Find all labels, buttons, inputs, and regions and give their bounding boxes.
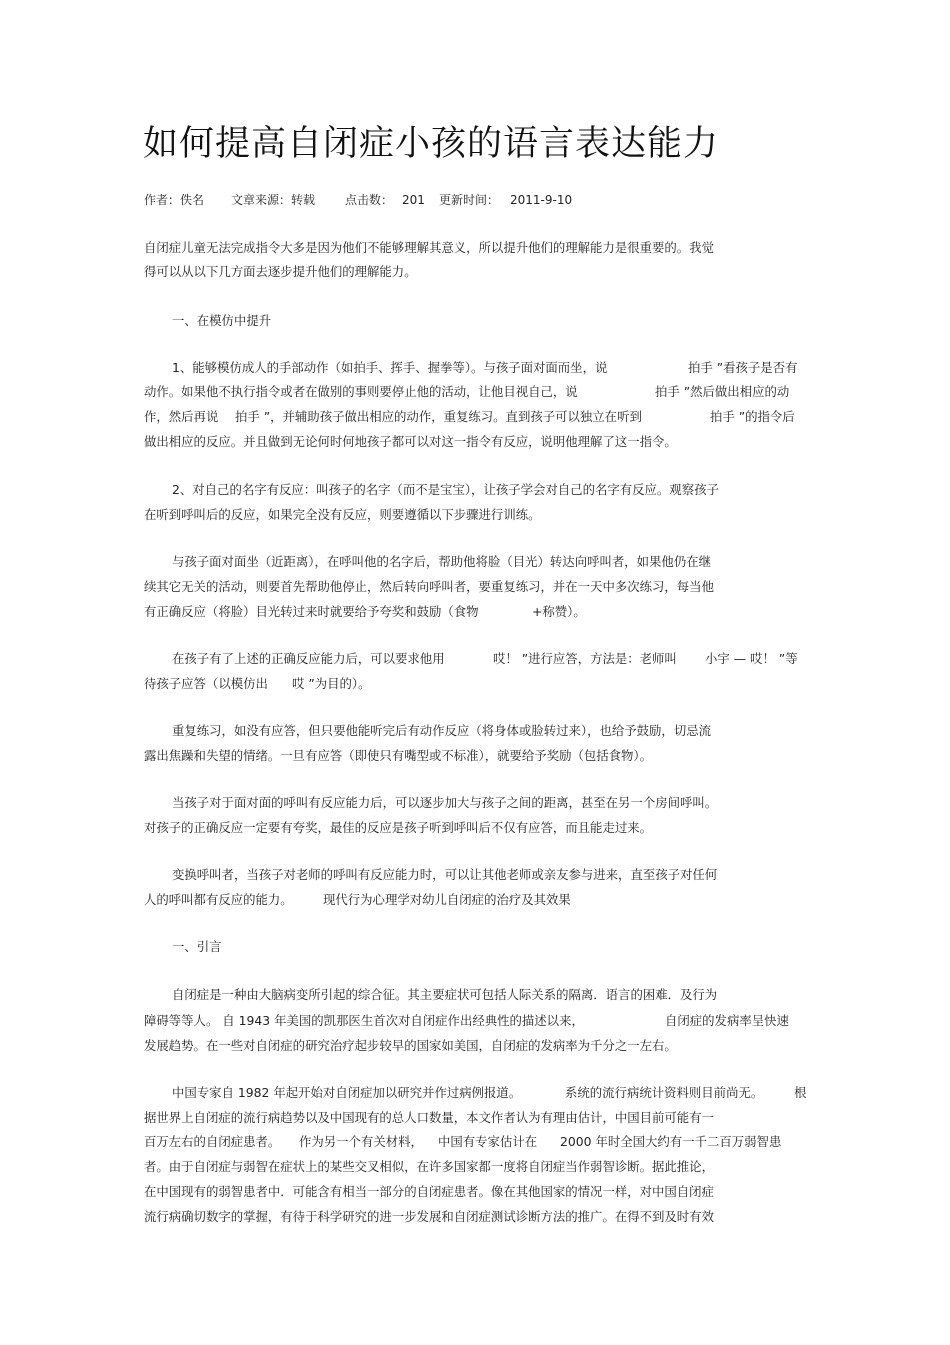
body-line: 作，然后再说 <box>144 409 219 424</box>
body-line: 在听到呼叫后的反应，如果完全没有反应，则要遵循以下步骤进行训练。 <box>144 507 541 522</box>
body-line: 自闭症的发病率呈快速 <box>665 1013 789 1028</box>
body-line: 人的呼叫都有反应的能力。 <box>144 892 293 907</box>
body-line: 2000 年时全国大约有一千二百万弱智患 <box>560 1134 782 1149</box>
body-line: 小宇 — 哎！ ”等 <box>705 651 798 666</box>
body-line: 2、对自己的名字有反应：叫孩子的名字（而不是宝宝），让孩子学会对自己的名字有反应。观察孩子 <box>172 482 719 497</box>
body-line: 拍手 ”看孩子是否有 <box>688 360 798 375</box>
body-line: 做出相应的反应。并且做到无论何时何地孩子都可以对这一指令有反应，说明他理解了这一指令。 <box>144 434 677 449</box>
section-heading: 一、引言 <box>172 939 222 954</box>
body-line: 拍手 ”的指令后 <box>710 409 795 424</box>
body-line: 拍手 ”，并辅助孩子做出相应的动作，重复练习。直到孩子可以独立在听到 <box>235 409 642 424</box>
body-line: 自闭症儿童无法完成指令大多是因为他们不能够理解其意义，所以提升他们的理解能力是很重要的。我觉 <box>144 240 714 255</box>
body-line: 续其它无关的活动，则要首先帮助他停止，然后转向呼叫者，要重复练习，并在一天中多次练习，每当他 <box>144 579 714 594</box>
body-line: 者。由于自闭症与弱智在症状上的某些交叉相似，在许多国家都一度将自闭症当作弱智诊断。据此推论， <box>144 1159 714 1174</box>
body-line: 障碍等等人。 自 1943 年美国的凯那医生首次对自闭症作出经典性的描述以来， <box>144 1013 584 1028</box>
body-line: 作为另一个有关材料， <box>299 1134 423 1149</box>
article-meta <box>0 191 950 209</box>
body-line: 重复练习，如没有应答，但只要他能听完后有动作反应（将身体或脸转过来），也给予鼓励，切忌流 <box>172 723 711 738</box>
body-line: 对孩子的正确反应一定要有夸奖，最佳的反应是孩子听到呼叫后不仅有应答，而且能走过来。 <box>144 820 653 835</box>
body-line: 哎 ”为目的）。 <box>292 676 371 691</box>
body-line: +称赞）。 <box>532 604 586 619</box>
meta-source: 文章来源：转载 <box>231 193 316 207</box>
body-line: 据世界上自闭症的流行病趋势以及中国现有的总人口数量，本文作者认为有理由估计，中国目前可能有一 <box>144 1110 714 1125</box>
meta-clicks-value: 201 <box>402 193 425 207</box>
meta-updated-value: 2011-9-10 <box>510 193 573 207</box>
body-line: 变换呼叫者，当孩子对老师的呼叫有反应能力时，可以让其他老师或亲友参与进来，直至孩子对任何 <box>172 867 718 882</box>
body-line: 在孩子有了上述的正确反应能力后，可以要求他用 <box>172 651 445 666</box>
body-line: 有正确反应（将脸）目光转过来时就要给予夸奖和鼓励（食物 <box>144 604 479 619</box>
body-line: 拍手 ”然后做出相应的动 <box>655 384 790 399</box>
body-line: 中国专家自 1982 年起开始对自闭症加以研究并作过病例报道。 <box>172 1085 522 1100</box>
body-line: 1、能够模仿成人的手部动作（如拍手、挥手、握拳等）。与孩子面对面而坐，说 <box>172 360 608 375</box>
body-line: 百万左右的自闭症患者。 <box>144 1134 281 1149</box>
body-line: 当孩子对于面对面的呼叫有反应能力后，可以逐步加大与孩子之间的距离，甚至在另一个房间呼叫。 <box>172 795 718 810</box>
body-line: 中国有专家估计在 <box>438 1134 538 1149</box>
body-line: 得可以从以下几方面去逐步提升他们的理解能力。 <box>144 264 417 279</box>
body-line: 与孩子面对面坐（近距离），在呼叫他的名字后，帮助他将脸（目光）转达向呼叫者，如果他仍在继 <box>172 554 711 569</box>
body-line: 待孩子应答（以模仿出 <box>144 676 268 691</box>
meta-author: 作者：佚名 <box>144 193 205 207</box>
body-line: 哎！ ”进行应答，方法是：老师叫 <box>493 651 677 666</box>
body-line: 发展趋势。在一些对自闭症的研究治疗起步较早的国家如美国，自闭症的发病率为千分之一左右。 <box>144 1038 677 1053</box>
body-line: 系统的流行病统计资料则目前尚无。 <box>565 1085 764 1100</box>
body-line: 现代行为心理学对幼儿自闭症的治疗及其效果 <box>323 892 571 907</box>
body-line: 自闭症是一种由大脑病变所引起的综合征。其主要症状可包括人际关系的隔离．语言的困难．及行为 <box>172 987 718 1002</box>
meta-clicks-label: 点击数： <box>345 193 394 207</box>
document-title: 如何提高自闭症小孩的语言表达能力 <box>143 124 720 164</box>
section-heading: 一、在模仿中提升 <box>172 313 272 328</box>
body-line: 露出焦躁和失望的情绪。一旦有应答（即使只有嘴型或不标准），就要给予奖励（包括食物）。 <box>144 748 653 763</box>
body-line: 根 <box>794 1085 807 1100</box>
body-line: 流行病确切数字的掌握，有待于科学研究的进一步发展和自闭症测试诊断方法的推广。在得不到及时有效 <box>144 1209 714 1224</box>
body-line: 在中国现有的弱智患者中．可能含有相当一部分的自闭症患者。像在其他国家的情况一样，对中国自闭症 <box>144 1184 714 1199</box>
body-line: 动作。如果他不执行指令或者在做别的事则要停止他的活动，让他目视自己，说 <box>144 384 578 399</box>
meta-updated-label: 更新时间： <box>439 193 500 207</box>
